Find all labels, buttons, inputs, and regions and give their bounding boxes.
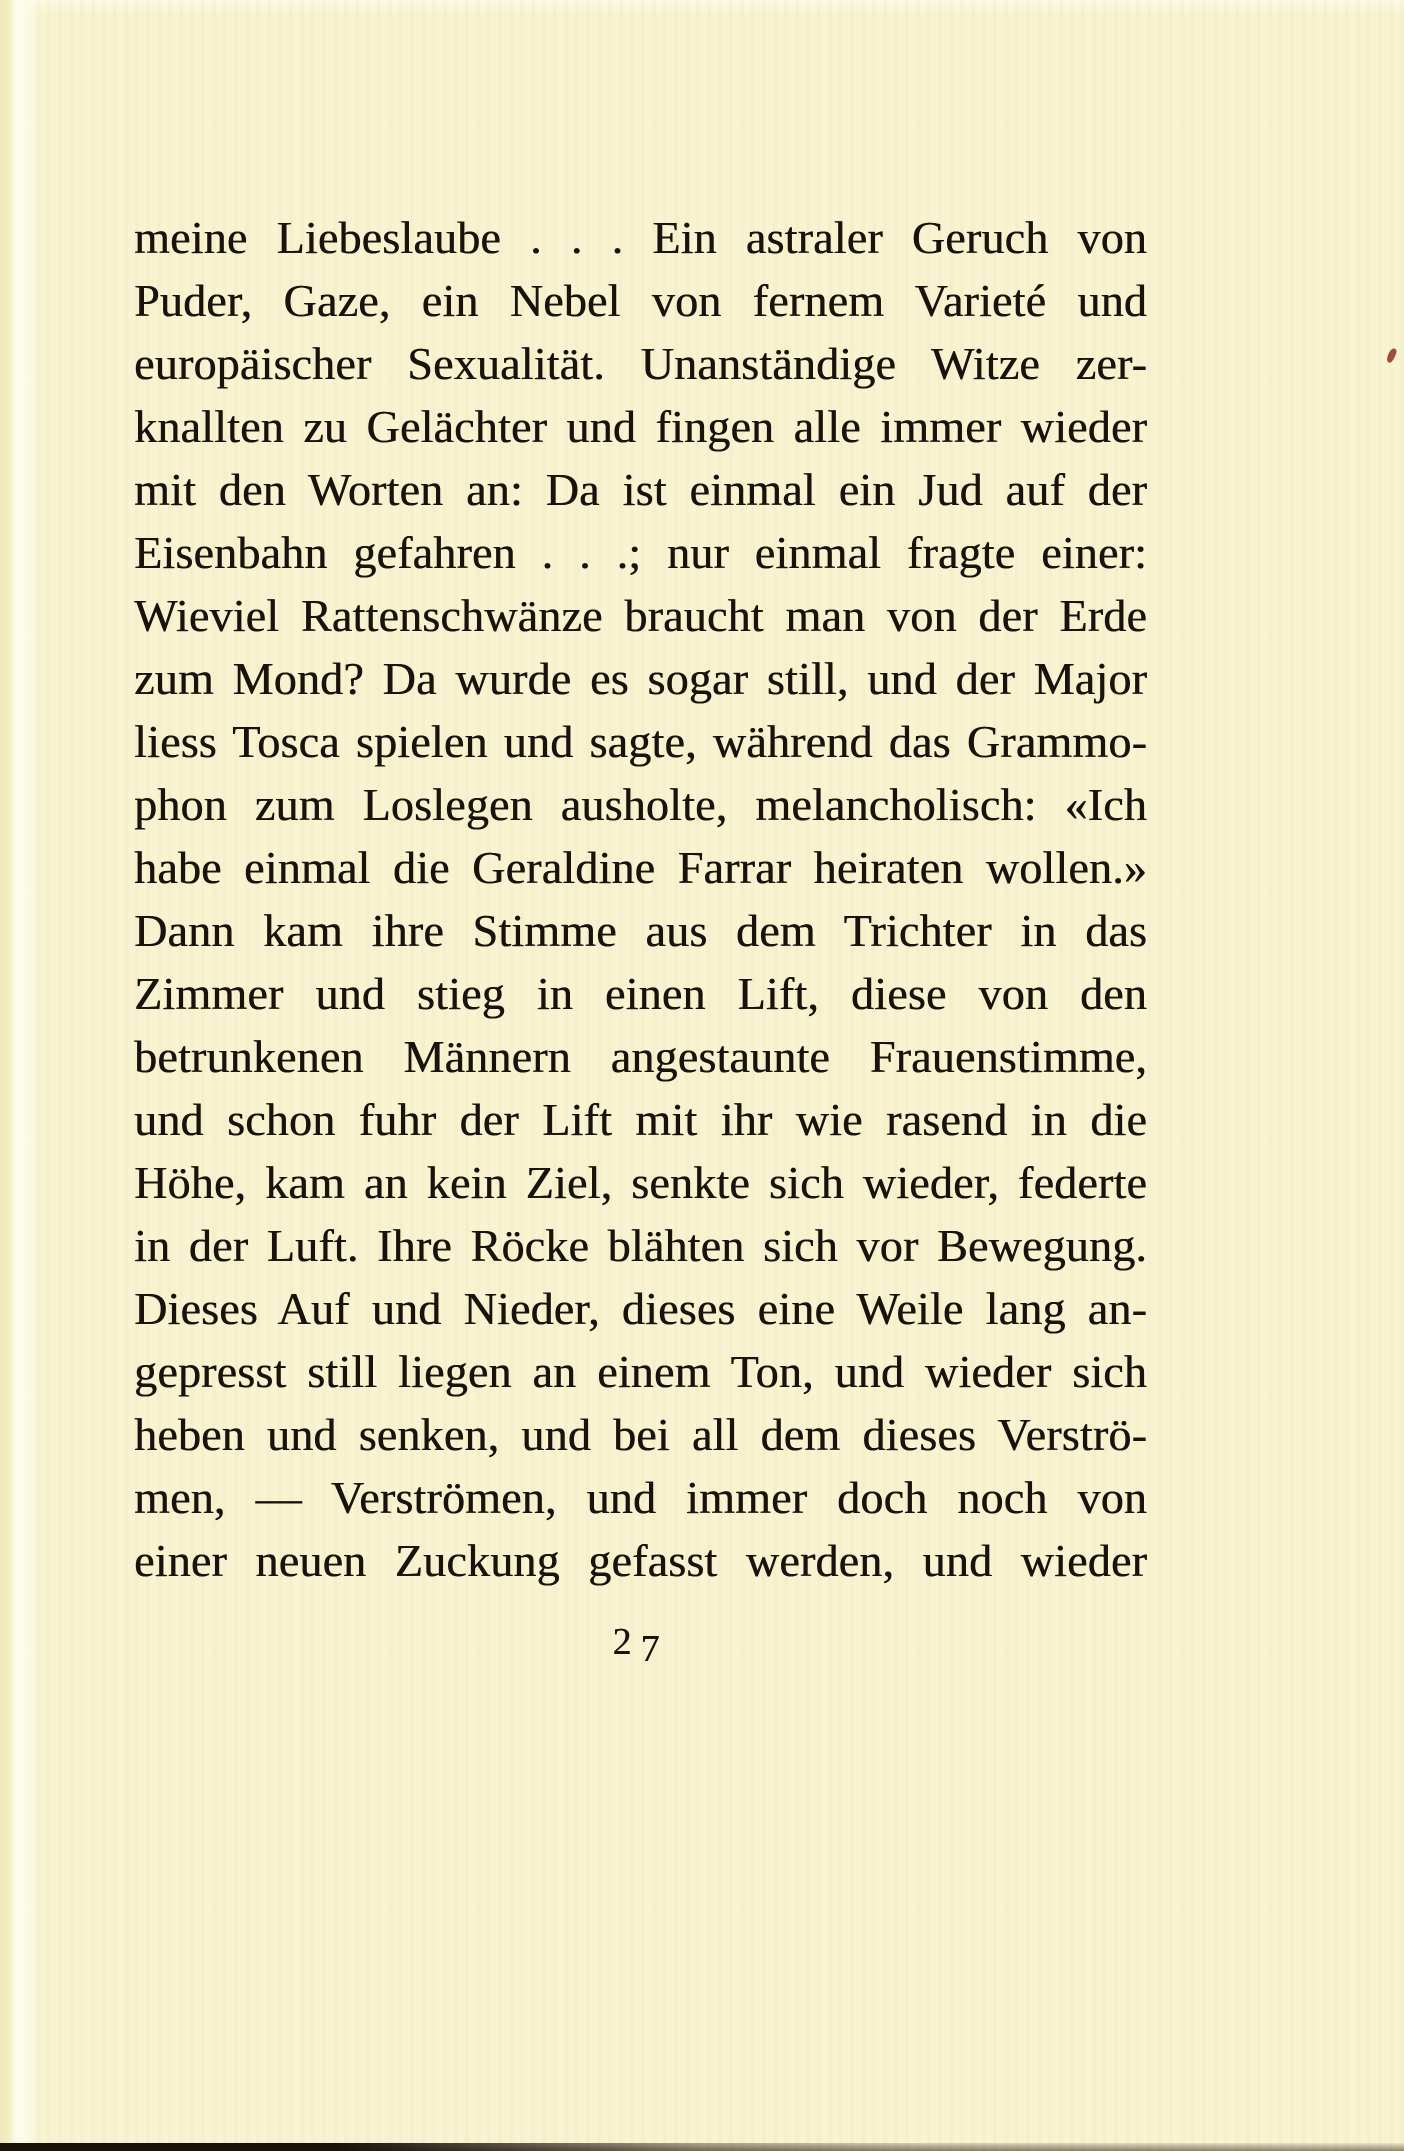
text-line: habe einmal die Geraldine Farrar heiraten wollen.» (134, 842, 1147, 893)
paper-speck (1385, 347, 1397, 364)
text-line: und schon fuhr der Lift mit ihr wie rasend in die (134, 1094, 1147, 1145)
text-line: liess Tosca spielen und sagte, während das Grammo- (134, 716, 1147, 767)
text-line: gepresst still liegen an einem Ton, und wieder sich (134, 1346, 1147, 1397)
text-line: phon zum Loslegen ausholte, melancholisch: «Ich (134, 779, 1147, 830)
text-line: mit den Worten an: Da ist einmal ein Jud auf der (134, 464, 1147, 515)
text-line: Puder, Gaze, ein Nebel von fernem Varieté und (134, 275, 1147, 326)
text-line: in der Luft. Ihre Röcke blähten sich vor Bewegung. (134, 1220, 1147, 1271)
page-number-digit: 7 (640, 1628, 669, 1670)
text-line: Höhe, kam an kein Ziel, senkte sich wieder, federte (134, 1157, 1147, 1208)
page-bottom-edge-shadow (0, 2143, 1404, 2151)
text-line: Zimmer und stieg in einen Lift, diese von den (134, 968, 1147, 1019)
text-line: europäischer Sexualität. Unanständige Witze zer- (134, 338, 1147, 389)
text-line: einer neuen Zuckung gefasst werden, und wieder (134, 1535, 1147, 1586)
text-line: betrunkenen Männern angestaunte Frauenstimme, (134, 1031, 1147, 1082)
text-line: zum Mond? Da wurde es sogar still, und der Major (134, 653, 1147, 704)
body-text (134, 206, 1147, 1592)
text-line: Dieses Auf und Nieder, dieses eine Weile lang an- (134, 1283, 1147, 1334)
text-line: knallten zu Gelächter und fingen alle immer wieder (134, 401, 1147, 452)
text-line: Eisenbahn gefahren . . .; nur einmal fragte einer: (134, 527, 1147, 578)
page-number (134, 1620, 1147, 1670)
text-line: heben und senken, und bei all dem dieses Verströ- (134, 1409, 1147, 1460)
text-line: Wieviel Rattenschwänze braucht man von der Erde (134, 590, 1147, 641)
text-line: meine Liebeslaube . . . Ein astraler Geruch von (134, 212, 1147, 263)
text-line: Dann kam ihre Stimme aus dem Trichter in das (134, 905, 1147, 956)
page-left-edge-shadow (0, 0, 40, 2151)
page-number-digit: 2 (612, 1621, 641, 1663)
text-line: men, — Verströmen, und immer doch noch von (134, 1472, 1147, 1523)
